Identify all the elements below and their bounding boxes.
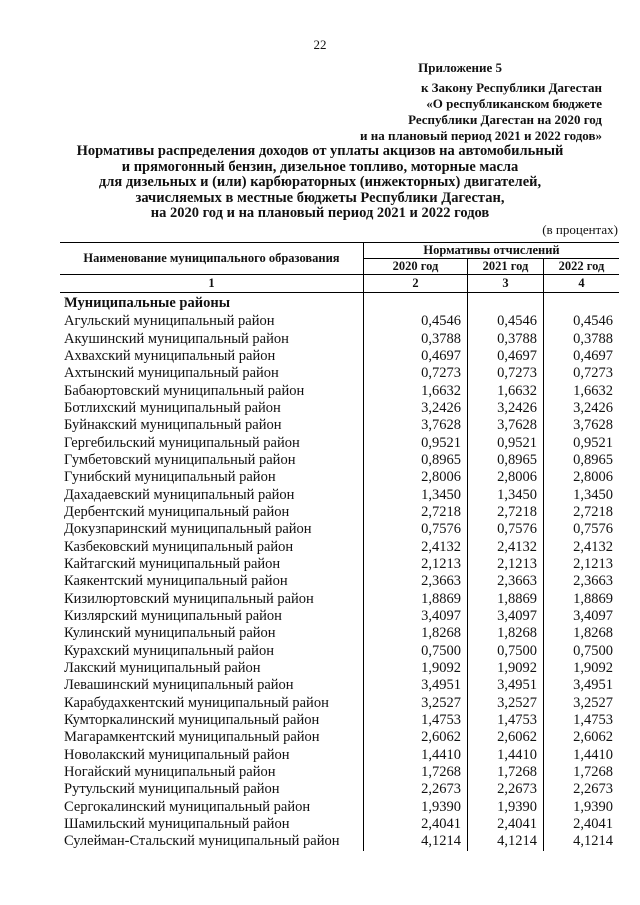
- value-2022: 1,7268: [573, 764, 613, 781]
- document-title: [40, 144, 600, 222]
- table-row: [60, 781, 619, 798]
- value-2020: 4,1214: [364, 833, 468, 850]
- value-2022: 2,6062: [573, 729, 613, 746]
- value-2021: 3,4951: [468, 677, 544, 694]
- value-2020: 3,2527: [364, 695, 468, 712]
- header-name: Наименование муниципального образования: [60, 243, 364, 275]
- district-name: Дербентский муниципальный район: [60, 504, 364, 521]
- value-2021: 0,9521: [468, 434, 544, 451]
- district-name: Левашинский муниципальный район: [60, 677, 364, 694]
- district-name: Кайтагский муниципальный район: [60, 556, 364, 573]
- value-2022: 0,9521: [573, 434, 613, 451]
- value-2022: 0,7576: [573, 521, 613, 538]
- district-name: Кулинский муниципальный район: [60, 625, 364, 642]
- district-name: Кизлярский муниципальный район: [60, 608, 364, 625]
- value-2020: 2,6062: [364, 729, 468, 746]
- value-2020: 1,7268: [364, 764, 468, 781]
- district-name: Акушинский муниципальный район: [60, 330, 364, 347]
- value-2021: 1,3450: [468, 486, 544, 503]
- value-2022: 4,1214: [573, 833, 613, 850]
- district-name: Магарамкентский муниципальный район: [60, 729, 364, 746]
- column-number: 2: [364, 275, 468, 293]
- value-2021: 0,3788: [468, 330, 544, 347]
- value-2022: 1,9390: [573, 798, 613, 815]
- value-2022: 1,9092: [573, 660, 613, 677]
- district-name: Новолакский муниципальный район: [60, 747, 364, 764]
- district-name: Ахвахский муниципальный район: [60, 348, 364, 365]
- value-2020: 0,4546: [364, 313, 468, 330]
- value-2022: 3,2426: [573, 399, 613, 416]
- table-row: [60, 486, 619, 503]
- table-row: [60, 330, 619, 347]
- value-2021: 1,8268: [468, 625, 544, 642]
- district-name: Шамильский муниципальный район: [60, 816, 364, 833]
- table-row: [60, 677, 619, 694]
- value-2022: 0,4546: [573, 313, 613, 330]
- district-name: Курахский муниципальный район: [60, 643, 364, 660]
- value-2020: 0,4697: [364, 348, 468, 365]
- table-row: [60, 712, 619, 729]
- value-2022: 1,4753: [573, 712, 613, 729]
- table-row: [60, 469, 619, 486]
- value-2020: 2,7218: [364, 504, 468, 521]
- district-name: Дахадаевский муниципальный район: [60, 486, 364, 503]
- value-2022: 1,8268: [573, 625, 613, 642]
- value-2022: 2,4132: [573, 538, 613, 555]
- district-name: Докузпаринский муниципальный район: [60, 521, 364, 538]
- section-title: Муниципальные районы: [60, 293, 364, 314]
- value-2021: 2,4132: [468, 538, 544, 555]
- value-2021: 0,7500: [468, 643, 544, 660]
- value-2020: 1,6632: [364, 382, 468, 399]
- value-2021: 1,4753: [468, 712, 544, 729]
- value-2020: 1,9390: [364, 799, 468, 816]
- district-name: Кумторкалинский муниципальный район: [60, 712, 364, 729]
- column-number: 3: [468, 275, 544, 293]
- value-2020: 0,7273: [364, 365, 468, 382]
- value-2021: 0,4546: [468, 313, 544, 330]
- table-row: [60, 729, 619, 746]
- district-name: Ахтынский муниципальный район: [60, 365, 364, 382]
- value-2022: 1,3450: [573, 486, 613, 503]
- district-name: Гумбетовский муниципальный район: [60, 452, 364, 469]
- table-row: [60, 625, 619, 642]
- value-2020: 0,3788: [364, 330, 468, 347]
- district-name: Сулейман-Стальский муниципальный район: [60, 833, 364, 850]
- norms-table: [60, 242, 619, 851]
- value-2022: 3,4097: [573, 608, 613, 625]
- table-row: [60, 608, 619, 625]
- table-row: [60, 417, 619, 434]
- value-2020: 2,8006: [364, 469, 468, 486]
- value-2021: 2,6062: [468, 729, 544, 746]
- table-row: [60, 695, 619, 712]
- value-2021: 3,7628: [468, 417, 544, 434]
- value-2021: 2,8006: [468, 469, 544, 486]
- table-row: [60, 504, 619, 521]
- value-2021: 2,2673: [468, 781, 544, 798]
- table-row: [60, 521, 619, 538]
- value-2021: 1,6632: [468, 382, 544, 399]
- value-2022: 2,7218: [573, 503, 613, 520]
- page-number: 22: [313, 37, 327, 52]
- district-name: Сергокалинский муниципальный район: [60, 799, 364, 816]
- title-line: Нормативы распределения доходов от уплаты акцизов на автомобильный: [76, 143, 564, 159]
- table-row: [60, 365, 619, 382]
- value-2020: 2,4041: [364, 816, 468, 833]
- value-2021: 0,7273: [468, 365, 544, 382]
- value-2020: 1,9092: [364, 660, 468, 677]
- value-2022: 1,6632: [573, 382, 613, 399]
- table-row: [60, 382, 619, 399]
- table-row: [60, 556, 619, 573]
- table-row: [60, 747, 619, 764]
- value-2020: 0,7576: [364, 521, 468, 538]
- value-2020: 1,4410: [364, 747, 468, 764]
- appendix-line: Республики Дагестан на 2020 год: [408, 112, 602, 127]
- value-2020: 3,4951: [364, 677, 468, 694]
- value-2022: 3,2527: [573, 694, 613, 711]
- value-2021: 0,4697: [468, 348, 544, 365]
- value-2021: 0,8965: [468, 452, 544, 469]
- value-2022: 2,1213: [573, 555, 613, 572]
- table-row: [60, 643, 619, 660]
- value-2022: 2,3663: [573, 573, 613, 590]
- appendix-line: Приложение 5: [418, 60, 502, 75]
- header-year-2020: 2020 год: [364, 259, 468, 275]
- table-row: [60, 764, 619, 781]
- table-row: [60, 313, 619, 330]
- value-2021: 3,2527: [468, 695, 544, 712]
- value-2021: 2,3663: [468, 573, 544, 590]
- value-2022: 1,4410: [573, 746, 613, 763]
- appendix-line: к Закону Республики Дагестан: [420, 80, 602, 95]
- value-2022: 0,8965: [573, 451, 613, 468]
- value-2021: 3,2426: [468, 400, 544, 417]
- district-name: Рутульский муниципальный район: [60, 781, 364, 798]
- section-row: [60, 293, 619, 314]
- district-name: Кизилюртовский муниципальный район: [60, 591, 364, 608]
- title-line: и прямогонный бензин, дизельное топливо, моторные масла: [121, 158, 519, 175]
- table-row: [60, 452, 619, 469]
- district-name: Ботлихский муниципальный район: [60, 400, 364, 417]
- value-2020: 2,1213: [364, 556, 468, 573]
- value-2021: 2,4041: [468, 816, 544, 833]
- appendix-block: [360, 60, 602, 144]
- district-name: Казбековский муниципальный район: [60, 538, 364, 555]
- table-row: [60, 833, 619, 850]
- table-row: [60, 591, 619, 608]
- value-2022: 0,4697: [573, 347, 613, 364]
- value-2020: 3,7628: [364, 417, 468, 434]
- table-row: [60, 660, 619, 677]
- header-year-2022: 2022 год: [544, 259, 620, 275]
- value-2022: 0,3788: [573, 330, 613, 347]
- value-2022: 3,4951: [573, 677, 613, 694]
- value-2022: 0,7500: [573, 642, 613, 659]
- value-2020: 2,4132: [364, 538, 468, 555]
- table-row: [60, 799, 619, 816]
- header-year-2021: 2021 год: [468, 259, 544, 275]
- appendix-line: «О республиканском бюджете: [426, 96, 602, 111]
- header-group: Нормативы отчислений: [364, 243, 620, 259]
- district-name: Бабаюртовский муниципальный район: [60, 382, 364, 399]
- value-2021: 3,4097: [468, 608, 544, 625]
- value-2022: 1,8869: [573, 590, 613, 607]
- district-name: Лакский муниципальный район: [60, 660, 364, 677]
- table-row: [60, 816, 619, 833]
- title-line: для дизельных и (или) карбюраторных (инжекторных) двигателей,: [98, 174, 542, 190]
- value-2021: 1,9390: [468, 799, 544, 816]
- value-2021: 0,7576: [468, 521, 544, 538]
- value-2020: 1,8268: [364, 625, 468, 642]
- table-row: [60, 538, 619, 555]
- title-line: зачисляемых в местные бюджеты Республики Дагестан,: [135, 189, 505, 206]
- unit-note: (в процентах): [542, 222, 618, 237]
- district-name: Гунибский муниципальный район: [60, 469, 364, 486]
- value-2020: 3,2426: [364, 400, 468, 417]
- value-2021: 1,4410: [468, 747, 544, 764]
- value-2021: 2,7218: [468, 504, 544, 521]
- table-row: [60, 348, 619, 365]
- value-2020: 2,2673: [364, 781, 468, 798]
- table-row: [60, 400, 619, 417]
- appendix-line: и на плановый период 2021 и 2022 годов»: [360, 128, 602, 143]
- value-2020: 1,8869: [364, 591, 468, 608]
- table-row: [60, 573, 619, 590]
- value-2022: 3,7628: [573, 417, 613, 434]
- value-2020: 3,4097: [364, 608, 468, 625]
- value-2021: 1,7268: [468, 764, 544, 781]
- value-2022: 2,2673: [573, 781, 613, 798]
- district-name: Буйнакский муниципальный район: [60, 417, 364, 434]
- district-name: Ногайский муниципальный район: [60, 764, 364, 781]
- value-2020: 0,8965: [364, 452, 468, 469]
- column-number: 1: [60, 275, 364, 293]
- column-number: 4: [544, 275, 620, 293]
- value-2022: 2,4041: [573, 816, 613, 833]
- title-line: на 2020 год и на плановый период 2021 и 2022 годов: [150, 205, 490, 221]
- district-name: Агульский муниципальный район: [60, 313, 364, 330]
- value-2021: 1,9092: [468, 660, 544, 677]
- value-2021: 4,1214: [468, 833, 544, 850]
- value-2020: 1,3450: [364, 486, 468, 503]
- column-number-row: [60, 275, 619, 293]
- value-2020: 0,9521: [364, 434, 468, 451]
- value-2021: 2,1213: [468, 556, 544, 573]
- value-2020: 0,7500: [364, 643, 468, 660]
- value-2020: 1,4753: [364, 712, 468, 729]
- value-2021: 1,8869: [468, 591, 544, 608]
- district-name: Каякентский муниципальный район: [60, 573, 364, 590]
- value-2022: 2,8006: [573, 469, 613, 486]
- table-row: [60, 434, 619, 451]
- value-2022: 0,7273: [573, 365, 613, 382]
- district-name: Гергебильский муниципальный район: [60, 434, 364, 451]
- value-2020: 2,3663: [364, 573, 468, 590]
- district-name: Карабудахкентский муниципальный район: [60, 695, 364, 712]
